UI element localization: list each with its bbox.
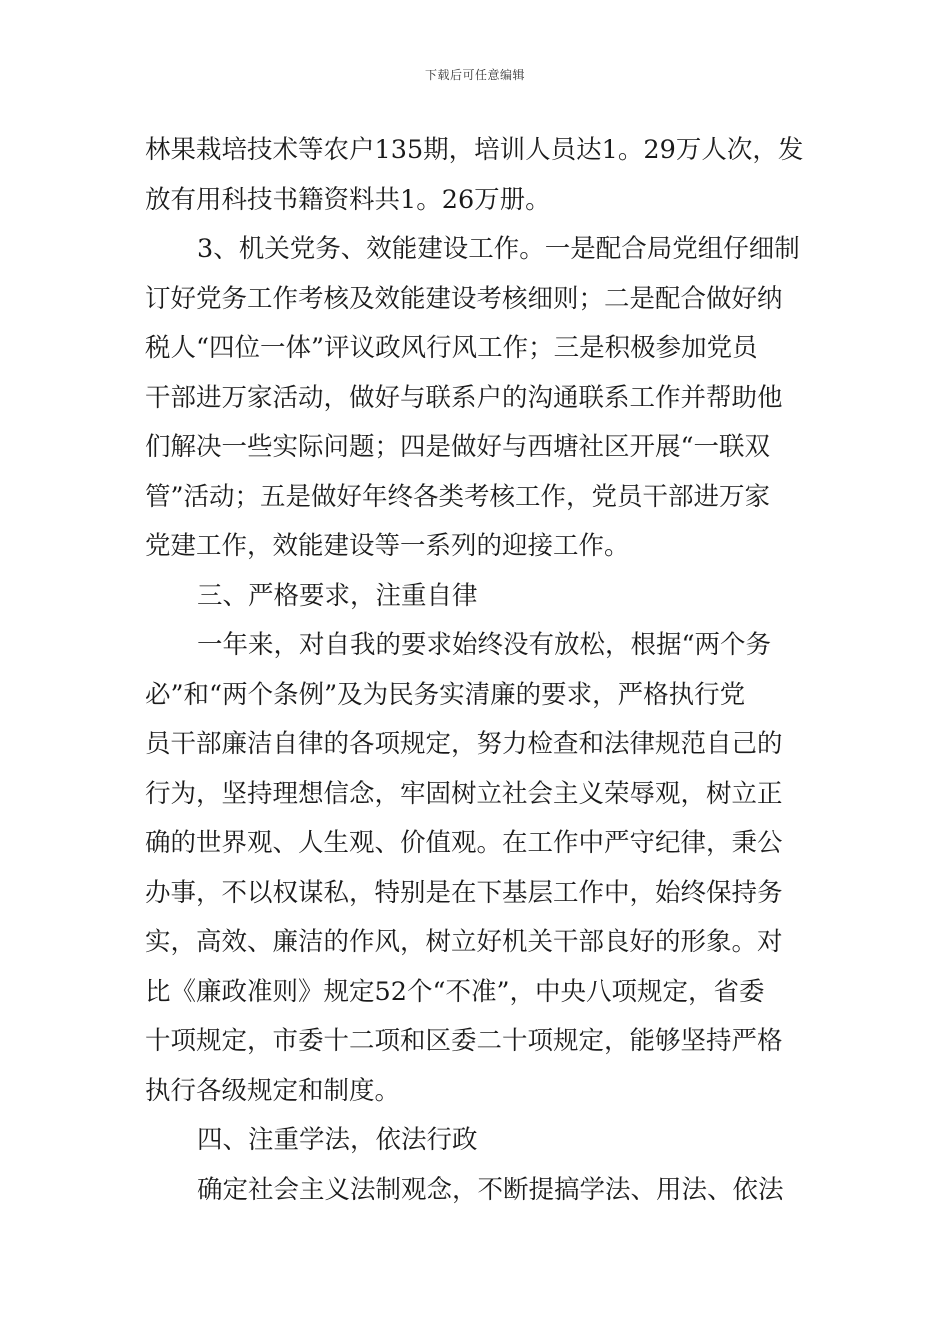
text-line: 行为，坚持理想信念，牢固树立社会主义荣辱观，树立正 bbox=[145, 778, 783, 809]
text-line: 放有用科技书籍资料共1。26万册。 bbox=[145, 184, 551, 215]
text-line: 必”和“两个条例”及为民务实清廉的要求，严格执行党 bbox=[145, 679, 746, 710]
section-heading: 四、注重学法，依法行政 bbox=[197, 1125, 478, 1155]
text-line: 实，高效、廉洁的作风，树立好机关干部良好的形象。对 bbox=[145, 927, 783, 957]
paragraph-start-line: 一年来，对自我的要求始终没有放松，根据“两个务 bbox=[197, 630, 772, 660]
text-line: 林果栽培技术等农户135期，培训人员达1。29万人次，发 bbox=[145, 135, 804, 165]
paragraph-start-line: 3、机关党务、效能建设工作。一是配合局党组仔细制 bbox=[197, 234, 800, 264]
text-line: 十项规定，市委十二项和区委二十项规定，能够坚持严格 bbox=[145, 1026, 783, 1056]
text-line: 们解决一些实际问题；四是做好与西塘社区开展“一联双 bbox=[145, 432, 771, 462]
text-line: 员干部廉洁自律的各项规定，努力检查和法律规范自己的 bbox=[145, 729, 783, 759]
document-body bbox=[145, 126, 805, 1215]
text-line: 管”活动；五是做好年终各类考核工作，党员干部进万家 bbox=[145, 481, 771, 512]
text-line: 比《廉政准则》规定52个“不准”，中央八项规定，省委 bbox=[145, 976, 765, 1007]
text-line: 党建工作，效能建设等一系列的迎接工作。 bbox=[145, 531, 630, 561]
page-header: 下载后可任意编辑 bbox=[424, 68, 525, 82]
paragraph-start-line: 确定社会主义法制观念，不断提搞学法、用法、依法 bbox=[197, 1174, 784, 1205]
text-line: 税人“四位一体”评议政风行风工作；三是积极参加党员 bbox=[145, 333, 758, 363]
section-heading: 三、严格要求，注重自律 bbox=[197, 580, 478, 611]
text-line: 干部进万家活动，做好与联系户的沟通联系工作并帮助他 bbox=[145, 382, 783, 413]
text-line: 订好党务工作考核及效能建设考核细则；二是配合做好纳 bbox=[145, 283, 783, 314]
text-line: 执行各级规定和制度。 bbox=[145, 1075, 401, 1106]
text-line: 办事，不以权谋私，特别是在下基层工作中，始终保持务 bbox=[145, 877, 783, 908]
text-line: 确的世界观、人生观、价值观。在工作中严守纪律，秉公 bbox=[145, 828, 783, 858]
